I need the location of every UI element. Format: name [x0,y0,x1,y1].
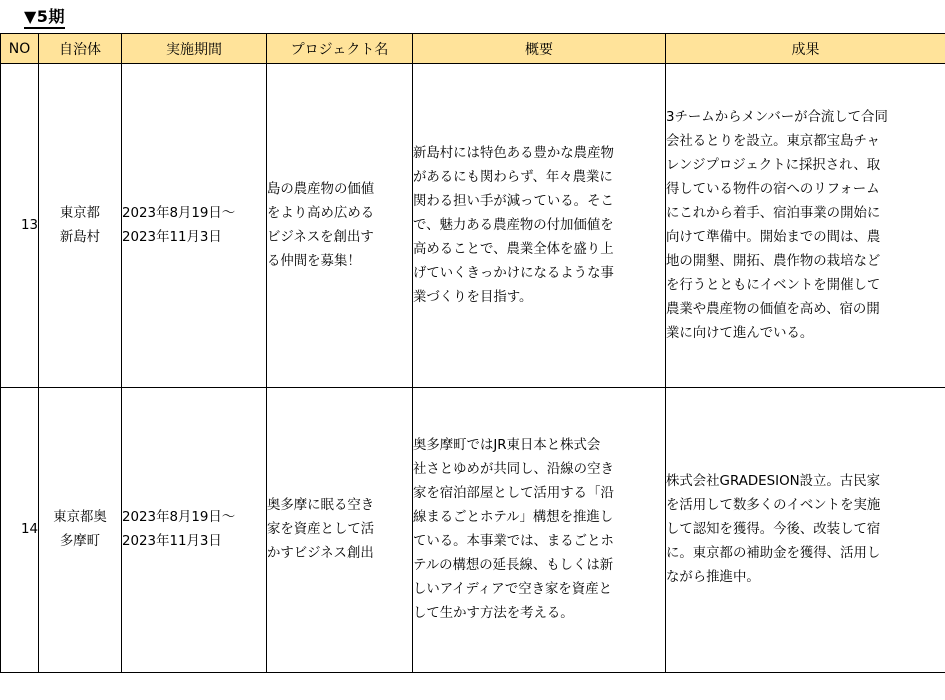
header-municipality: 自治体 [39,34,122,64]
cell-result: 株式会社GRADESION設立。古民家 を活用して数多くのイベントを実施 して認知を獲得。今後、改装して宿 に。東京都の補助金を獲得、活用し ながら推進中。 [666,388,945,673]
header-period: 実施期間 [122,34,267,64]
cell-municipality: 東京都奥 多摩町 [39,388,122,673]
table-row [1,64,945,388]
cell-no: 13 [1,64,39,388]
cell-summary: 新島村には特色ある豊かな農産物 があるにも関わらず、年々農業に 関わる担い手が減っている。そこ で、魅力ある農産物の付加価値を 高めることで、農業全体を盛り上 げていくきっかけになるような事 業づくりを目指す。 [413,64,666,388]
cell-project-name: 島の農産物の価値 をより高め広める ビジネスを創出す る仲間を募集！ [267,64,413,388]
cell-municipality: 東京都 新島村 [39,64,122,388]
cell-project-name: 奥多摩に眠る空き 家を資産として活 かすビジネス創出 [267,388,413,673]
cell-period: 2023年8月19日～ 2023年11月3日 [122,388,267,673]
header-result: 成果 [666,34,945,64]
header-no: NO [1,34,39,64]
cell-period: 2023年8月19日～ 2023年11月3日 [122,64,267,388]
section-heading-text: ▼5期 [24,7,65,29]
results-table [0,33,945,673]
cell-result: 3チームからメンバーが合流して合同 会社るとりを設立。東京都宝島チャ レンジプロジェクトに採択され、取 得している物件の宿へのリフォーム にこれから着手、宿泊事業の開始に 向けて準備中。開始までの間は、農 地の開墾、開拓、農作物の栽培など を行うとともにイベントを開催して 農業や農産物の価値を高め、宿の開 業に向けて進んでいる。 [666,64,945,388]
table-row [1,388,945,673]
section-heading [24,5,65,29]
header-summary: 概要 [413,34,666,64]
cell-no: 14 [1,388,39,673]
cell-summary: 奥多摩町ではJR東日本と株式会 社さとゆめが共同し、沿線の空き 家を宿泊部屋として活用する「沿 線まるごとホテル」構想を推進し ている。本事業では、まるごとホ テルの構想の延長線、もしくは新 しいアイディアで空き家を資産と して生かす方法を考える。 [413,388,666,673]
header-project-name: プロジェクト名 [267,34,413,64]
table-header [1,34,945,64]
